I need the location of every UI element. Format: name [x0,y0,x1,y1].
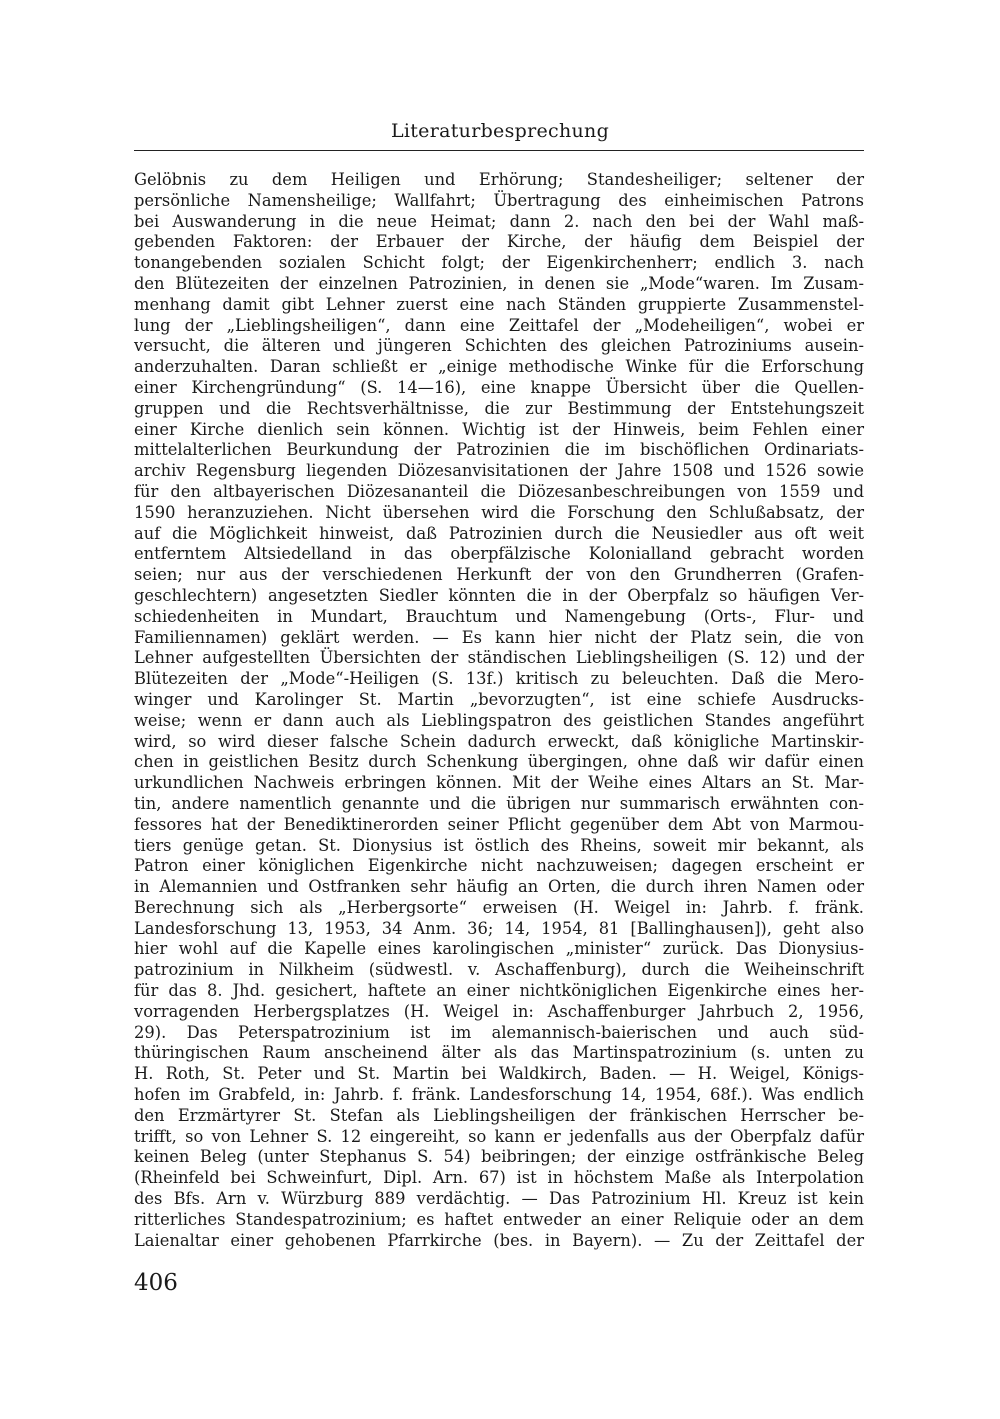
text-line: Landesforschung 13, 1953, 34 Anm. 36; 14, 1954, 81 [Ballinghausen]), geht also [134,918,864,938]
text-line: keinen Beleg (unter Stephanus S. 54) beibringen; der einzige ostfränkische Beleg [134,1147,864,1167]
text-line: chen in geistlichen Besitz durch Schenkung übergingen, ohne daß wir dafür einen [134,752,864,772]
running-header: Literaturbesprechung [390,120,610,142]
text-line: auf die Möglichkeit hinweist, daß Patrozinien durch die Neusiedler aus oft weit [134,523,864,543]
text-line: ritterliches Standespatrozinium; es haftet entweder an einer Reliquie oder an dem [134,1209,864,1229]
text-line: geschlechtern) angesetzten Siedler könnten die in der Oberpfalz so häufigen Ver- [134,585,864,605]
text-line: menhang damit gibt Lehner zuerst eine nach Ständen gruppierte Zusammenstel- [134,294,864,314]
text-line: gruppen und die Rechtsverhältnisse, die zur Bestimmung der Entstehungszeit [134,398,864,418]
text-line: fessores hat der Benediktinerorden seiner Pflicht gegenüber dem Abt von Marmou- [134,814,864,834]
text-line: winger und Karolinger St. Martin „bevorzugten“, ist eine schiefe Ausdrucks- [134,689,864,709]
text-line: Patron einer königlichen Eigenkirche nicht nachzuweisen; dagegen erscheint er [134,856,864,876]
text-line: 29). Das Peterspatrozinium ist im alemannisch-baierischen und auch süd- [134,1022,864,1042]
text-line: urkundlichen Nachweis erbringen können. Mit der Weihe eines Altars an St. Mar- [134,773,864,793]
text-line: hier wohl auf die Kapelle eines karolingischen „minister“ zurück. Das Dionysius- [134,939,864,959]
text-line: H. Roth, St. Peter und St. Martin bei Waldkirch, Baden. — H. Weigel, Königs- [134,1064,864,1084]
text-line: tonangebenden sozialen Schicht folgt; der Eigenkirchenherr; endlich 3. nach [134,253,864,273]
text-line: hofen im Grabfeld, in: Jahrb. f. fränk. Landesforschung 14, 1954, 68f.). Was endlich [134,1085,864,1105]
text-line: einer Kirche dienlich sein können. Wichtig ist der Hinweis, beim Fehlen einer [134,419,864,439]
text-line: tin, andere namentlich genannte und die übrigen nur summarisch erwähnten con- [134,793,864,813]
text-line: thüringischen Raum anscheinend älter als das Martinspatrozinium (s. unten zu [134,1043,864,1063]
text-line: 1590 heranzuziehen. Nicht übersehen wird die Forschung den Schlußabsatz, der [134,502,864,522]
text-line: trifft, so von Lehner S. 12 eingereiht, so kann er jedenfalls aus der Oberpfalz dafür [134,1126,864,1146]
text-line: persönliche Namensheilige; Wallfahrt; Übertragung des einheimischen Patrons [134,190,864,210]
text-line: lung der „Lieblingsheiligen“, dann eine Zeittafel der „Modeheiligen“, wobei er [134,315,864,335]
text-line: patrozinium in Nilkheim (südwestl. v. Aschaffenburg), durch die Weiheinschrift [134,960,864,980]
text-line: des Bfs. Arn v. Würzburg 889 verdächtig. — Das Patrozinium Hl. Kreuz ist kein [134,1189,864,1209]
text-line: Lehner aufgestellten Übersichten der ständischen Lieblingsheiligen (S. 12) und der [134,648,864,668]
text-line: anderzuhalten. Daran schließt er „einige methodische Winke für die Erforschung [134,357,864,377]
page-number: 406 [134,1270,178,1296]
text-line: Laienaltar einer gehobenen Pfarrkirche (bes. in Bayern). — Zu der Zeittafel der [134,1230,864,1250]
text-line: in Alemannien und Ostfranken sehr häufig an Orten, die durch ihren Namen oder [134,877,864,897]
text-line: entferntem Altsiedelland in das oberpfälzische Kolonialland gebracht worden [134,544,864,564]
text-line: gebenden Faktoren: der Erbauer der Kirche, der häufig dem Beispiel der [134,232,864,252]
text-line: (Rheinfeld bei Schweinfurt, Dipl. Arn. 67) ist in höchstem Maße als Interpolation [134,1168,864,1188]
text-line: den Erzmärtyrer St. Stefan als Lieblingsheiligen der fränkischen Herrscher be- [134,1105,864,1125]
text-line: weise; wenn er dann auch als Lieblingspatron des geistlichen Standes angeführt [134,710,864,730]
text-line: einer Kirchengründung“ (S. 14—16), eine knappe Übersicht über die Quellen- [134,377,864,397]
text-line: für den altbayerischen Diözesananteil die Diözesanbeschreibungen von 1559 und [134,481,864,501]
text-line: archiv Regensburg liegenden Diözesanvisitationen der Jahre 1508 und 1526 sowie [134,461,864,481]
text-line: Gelöbnis zu dem Heiligen und Erhörung; Standesheiliger; seltener der [134,170,864,189]
body-text [134,170,864,1251]
text-line: versucht, die älteren und jüngeren Schichten des gleichen Patroziniums ausein- [134,336,864,356]
header-rule [134,150,864,151]
text-line: für das 8. Jhd. gesichert, haftete an einer nichtköniglichen Eigenkirche eines her- [134,981,864,1001]
text-line: wird, so wird dieser falsche Schein dadurch erweckt, daß königliche Martinskir- [134,731,864,751]
text-line: mittelalterlichen Beurkundung der Patrozinien die im bischöflichen Ordinariats- [134,440,864,460]
text-line: vorragenden Herbergsplatzes (H. Weigel in: Aschaffenburger Jahrbuch 2, 1956, [134,1001,864,1021]
text-line: den Blütezeiten der einzelnen Patrozinien, in denen sie „Mode“waren. Im Zusam- [134,273,864,293]
text-line: Familiennamen) geklärt werden. — Es kann hier nicht der Platz sein, die von [134,627,864,647]
text-line: tiers genüge getan. St. Dionysius ist östlich des Rheins, soweit mir bekannt, als [134,835,864,855]
text-line: seien; nur aus der verschiedenen Herkunft der von den Grundherren (Grafen- [134,565,864,585]
text-line: Blütezeiten der „Mode“-Heiligen (S. 13f.) kritisch zu beleuchten. Daß die Mero- [134,669,864,689]
text-line: Berechnung sich als „Herbergsorte“ erweisen (H. Weigel in: Jahrb. f. fränk. [134,897,864,917]
text-line: bei Auswanderung in die neue Heimat; dann 2. nach den bei der Wahl maß- [134,211,864,231]
text-line: schiedenheiten in Mundart, Brauchtum und Namengebung (Orts-, Flur- und [134,606,864,626]
